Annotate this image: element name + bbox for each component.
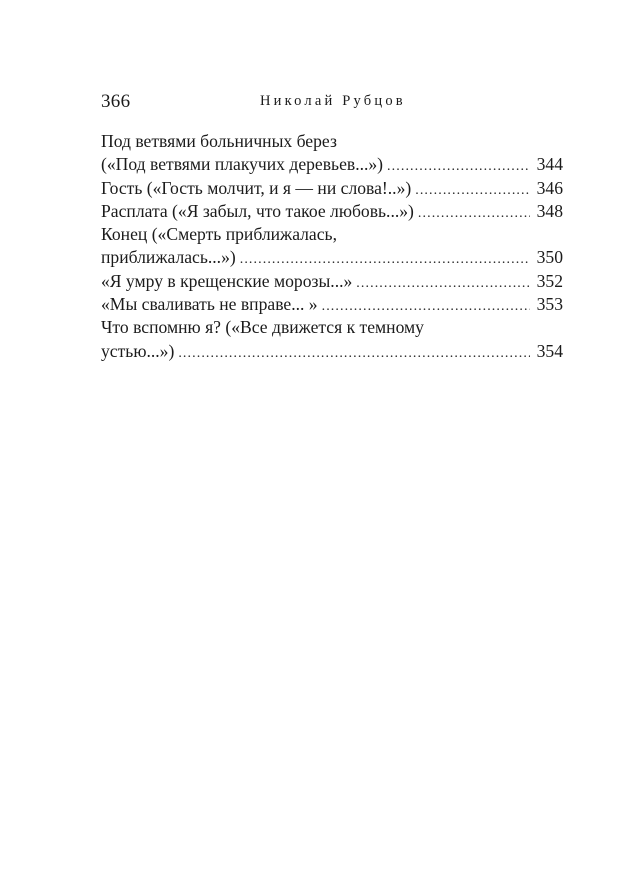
toc-leader-dots [322, 295, 530, 318]
running-head [101, 88, 563, 118]
toc-page-number: 353 [536, 294, 563, 315]
toc-line [101, 293, 563, 316]
toc-line [101, 270, 563, 293]
toc-line [101, 316, 563, 339]
toc-entry-title: приближалась...») [101, 247, 236, 268]
toc-entry-title: Под ветвями больничных берез [101, 131, 337, 151]
toc-page-number: 350 [536, 247, 563, 268]
toc-entry-title: «Я умру в крещенские морозы...» [101, 270, 353, 291]
table-of-contents [101, 130, 563, 363]
toc-entry-title: Гость («Гость молчит, и я — ни слова!..») [101, 177, 412, 198]
toc-entry-title: Расплата («Я забыл, что такое любовь...») [101, 200, 414, 221]
toc-page-number: 346 [536, 177, 563, 198]
toc-leader-dots [178, 342, 530, 365]
toc-leader-dots [415, 179, 530, 202]
toc-entry-title: Что вспомню я? («Все движется к темному [101, 317, 424, 338]
toc-page-number: 352 [536, 270, 563, 291]
toc-entry-title: Конец («Смерть приближалась, [101, 224, 337, 245]
toc-leader-dots [356, 272, 530, 295]
toc-line [101, 223, 563, 246]
page-number: 366 [101, 91, 131, 112]
toc-leader-dots [240, 248, 530, 271]
toc-line [101, 200, 563, 223]
toc-entry-title: «Мы сваливать не вправе... » [101, 294, 318, 315]
toc-entry-title: устью...») [101, 340, 175, 361]
toc-line [101, 130, 563, 153]
toc-leader-dots [387, 155, 530, 178]
toc-entry-title: («Под ветвями плакучих деревьев...») [101, 154, 384, 175]
toc-line [101, 340, 563, 363]
toc-page-number: 348 [536, 200, 563, 221]
running-head-title: Николай Рубцов [260, 93, 406, 109]
book-page [101, 0, 563, 886]
toc-line [101, 246, 563, 269]
toc-line [101, 153, 563, 176]
toc-page-number: 354 [536, 340, 563, 361]
toc-leader-dots [418, 202, 530, 225]
toc-page-number: 344 [536, 154, 563, 175]
toc-line [101, 177, 563, 200]
